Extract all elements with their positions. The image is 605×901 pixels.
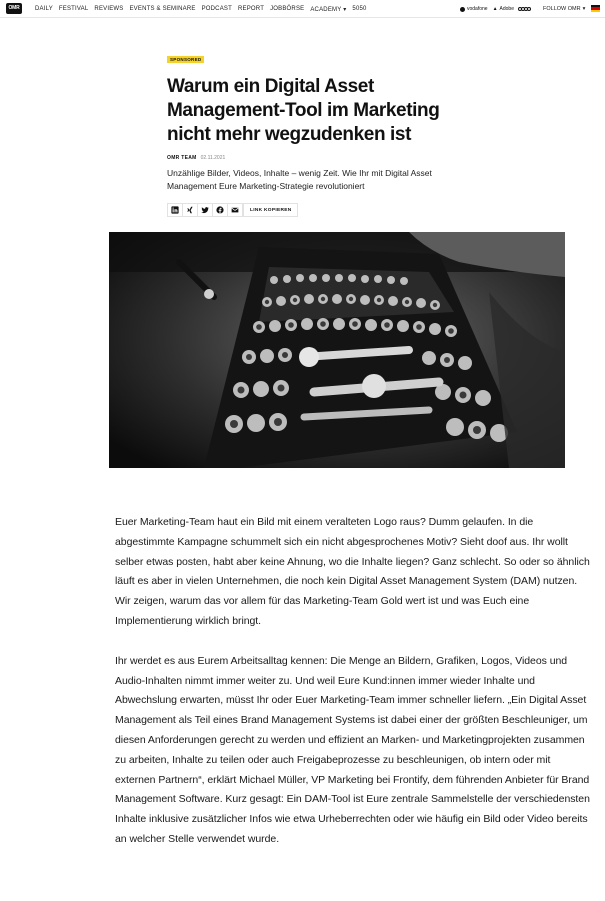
academy-label: ACADEMY xyxy=(310,6,342,13)
nav-item-5050[interactable]: 5050 xyxy=(352,6,367,12)
german-flag-icon[interactable] xyxy=(591,5,600,12)
adobe-icon: ▲ xyxy=(492,6,498,12)
main-menu xyxy=(35,0,367,18)
twitter-icon xyxy=(201,206,209,214)
chevron-down-icon: ▾ xyxy=(343,6,347,13)
share-xing-button[interactable] xyxy=(182,203,198,217)
nav-item-festival[interactable]: FESTIVAL xyxy=(58,6,89,12)
nav-item-academy[interactable] xyxy=(310,6,346,13)
publish-date: 02.11.2021 xyxy=(200,155,226,161)
share-twitter-button[interactable] xyxy=(197,203,213,217)
follow-label: FOLLOW OMR xyxy=(543,6,581,12)
nav-item-jobboerse[interactable]: JOBBÖRSE xyxy=(270,6,305,12)
article-meta xyxy=(167,155,467,161)
partner-logos xyxy=(460,0,531,18)
sponsored-badge: SPONSORED xyxy=(167,56,204,63)
share-linkedin-button[interactable] xyxy=(167,203,183,217)
article-body xyxy=(115,513,593,850)
audi-rings-logo[interactable] xyxy=(519,7,531,11)
omr-logo[interactable]: OMR xyxy=(6,3,22,14)
linkedin-icon xyxy=(171,206,179,214)
share-facebook-button[interactable] xyxy=(212,203,228,217)
nav-item-daily[interactable]: DAILY xyxy=(35,6,53,12)
vodafone-icon xyxy=(460,7,465,12)
share-email-button[interactable] xyxy=(227,203,243,217)
article-lead: Unzählige Bilder, Videos, Inhalte – wenig Zeit. Wie Ihr mit Digital Asset Management Eure Marketing-Strategie revolutioniert xyxy=(167,168,432,191)
adobe-logo[interactable] xyxy=(493,6,514,12)
nav-item-events[interactable]: EVENTS & SEMINARE xyxy=(129,6,196,12)
vodafone-logo[interactable] xyxy=(460,6,488,12)
chevron-down-icon: ▾ xyxy=(582,6,586,12)
copy-link-button[interactable]: LINK KOPIEREN xyxy=(243,203,298,217)
nav-item-reviews[interactable]: REVIEWS xyxy=(94,6,124,12)
vodafone-label: vodafone xyxy=(467,6,488,12)
mail-icon xyxy=(231,206,239,214)
article-paragraph: Euer Marketing-Team haut ein Bild mit einem veralteten Logo raus? Dumm gelaufen. In die abgestimmte Kampagne schummelt sich ein nicht abgesprochenes Motiv? Sieht doof aus. Ihr wollt selber etwas posten, habt aber keine Ahnung, wo die Inhalte liegen? Ganz schlecht. So oder so ähnlich läuft es aber in vielen Unternehmen, die noch kein Digital Asset Management System (DAM) nutzen. Wir zeigen, warum das vor allem für das Marketing-Team Gold wert ist und was Euch eine Implementierung wirklich bringt. xyxy=(115,516,590,627)
facebook-icon xyxy=(216,206,224,214)
xing-icon xyxy=(186,206,194,214)
author-link[interactable]: OMR TEAM xyxy=(167,155,197,161)
article-paragraph: Ihr werdet es aus Eurem Arbeitsalltag kennen: Die Menge an Bildern, Grafiken, Logos, Videos und Audio-Inhalten nimmt immer weiter zu. Und weil Eure Kund:innen immer wieder Inhalte und Abwechslung erwarten, müsst Ihr oder Euer Marketing-Team immer schneller liefern. „Ein Digital Asset Management als Teil eines Brand Management Systems ist dabei einer der größten Beschleuniger, um diesen Anforderungen gerecht zu werden und effizient an Marken- und Marketingprojekten zusammen zu arbeiten, Inhalte zu teilen oder auch Freigabeprozesse zu beschleunigen, ob intern oder mit externen Partnern“, erklärt Michael Müller, VP Marketing bei Frontify, dem führenden Anbieter für Brand Management Software. Kurz gesagt: Ein DAM-Tool ist Eure zentrale Sammelstelle der verschiedensten Inhalte inklusive zusätzlicher Infos wie etwa Urheberrechten oder wie häufig ein Bild oder Video bereits an welcher Stelle verwendet wurde. xyxy=(115,654,590,845)
article-header xyxy=(167,48,467,217)
top-navigation xyxy=(0,0,605,18)
hero-image xyxy=(109,232,565,468)
adobe-label: Adobe xyxy=(499,6,514,12)
article-title: Warum ein Digital Asset Management-Tool im Marketing nicht mehr wegzudenken ist xyxy=(167,76,440,145)
nav-item-report[interactable]: REPORT xyxy=(237,6,265,12)
nav-item-podcast[interactable]: PODCAST xyxy=(201,6,232,12)
toolbox-photo xyxy=(109,232,565,468)
share-bar xyxy=(167,203,467,217)
follow-omr-button[interactable] xyxy=(543,0,585,18)
